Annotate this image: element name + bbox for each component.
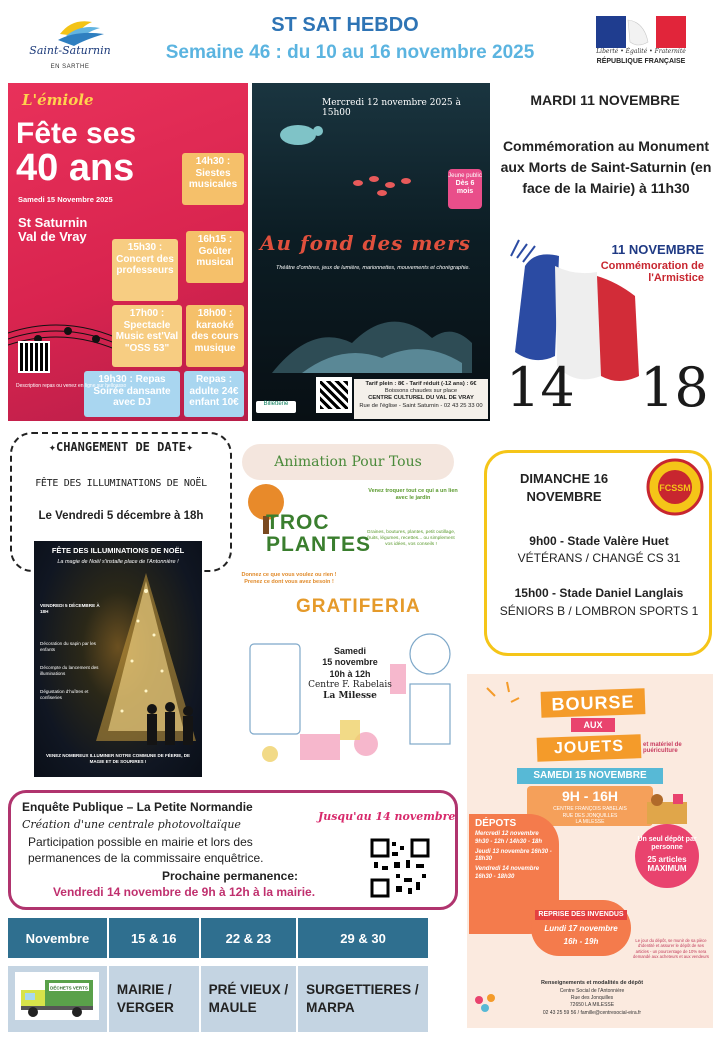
troc-title-1: TROC	[266, 511, 330, 534]
logo-name: Saint-Saturnin	[29, 44, 111, 57]
bourse-note: Le jour du dépôt, se munir de sa pièce d'identité et assurer le dépôt de ses articles - un pourcentage de 10% sera demandé aux acheteurs et aux vendeurs	[633, 938, 709, 960]
bourse-addr-3: LA MILESSE	[575, 819, 605, 825]
mers-qr-code	[316, 377, 352, 413]
collecte-cell-1: MAIRIE / VERGER	[108, 962, 200, 1032]
bourse-foot-4: 72650 LA MILESSE	[569, 1002, 615, 1009]
bourse-dep-2: Jeudi 13 novembre 16h30 - 18h30	[475, 848, 552, 863]
bourse-one-2: 25 articles MAXIMUM	[647, 854, 687, 874]
emiole-tiny-text: Description repas ou venez en ligne sur helloasso	[16, 383, 127, 389]
football-day: DIMANCHE 16 NOVEMBRE	[519, 471, 609, 505]
emiole-headline-2: 40 ans	[16, 147, 135, 189]
emiole-qr-code	[18, 341, 50, 373]
bourse-aux-jouets-poster	[467, 674, 713, 1028]
troc-anim: Animation Pour Tous	[274, 454, 422, 470]
bourse-word-2: AUX	[571, 718, 615, 732]
bourse-word-1: BOURSE	[541, 688, 646, 718]
bourse-rep-title: REPRISE DES INVENDUS	[535, 910, 626, 920]
page-subtitle: Semaine 46 : du 10 au 16 novembre 2025	[165, 42, 535, 63]
football-match-2-place: 15h00 - Stade Daniel Langlais	[514, 586, 684, 600]
troc-title-2: PLANTES	[266, 533, 372, 557]
bourse-one-deposit	[635, 824, 699, 888]
emiole-brand: L'émiole	[22, 91, 94, 109]
mers-info-1: Tarif plein : 8€ - Tarif réduit (-12 ans) : 6€	[365, 381, 477, 387]
enquete-until: Jusqu'au 14 novembre	[318, 810, 456, 823]
football-match-1-place: 9h00 - Stade Valère Huet	[529, 534, 669, 548]
enquete-qr-code	[370, 838, 430, 898]
collecte-header-2: 22 & 23	[200, 918, 298, 962]
noel-sub: La magie de Noël s'installe place de l'Antonnière !	[57, 559, 179, 565]
bourse-foot-2: Centre Social de l'Antonnière	[559, 987, 625, 994]
rf-motto: Liberté • Égalité • Fraternité	[596, 48, 686, 55]
fish-icon	[348, 171, 428, 201]
collecte-cell-3: SURGETTIERES / MARPA	[297, 962, 429, 1032]
emiole-card-4: 17h00 : Spectacle Music est'Val "OSS 53"	[112, 305, 182, 367]
mers-badge-2: Dès 6 mois	[455, 179, 475, 195]
enquete-title: Enquête Publique – La Petite Normandie	[22, 800, 253, 814]
troc-card-4: Centre F. Rabelais	[308, 679, 392, 690]
troc-right-2: Graines, boutures, plantes, petit outillage, fruits, légumes, recettes... ou simplement vos idées, vos conseils !	[366, 530, 456, 548]
turtle-icon	[268, 113, 328, 153]
troc-plantes-poster	[236, 440, 460, 770]
bourse-dep-1: Mercredi 12 novembre 9h30 - 12h / 14h30 - 18h	[475, 831, 543, 845]
collecte-table	[8, 918, 430, 1032]
mers-info	[354, 379, 488, 419]
troc-card-3: 10h à 12h	[329, 668, 371, 679]
enquete-permanence: Prochaine permanence:	[161, 869, 299, 883]
mers-info-2: Boissons chaudes sur place	[384, 388, 458, 395]
mers-description: Théâtre d'ombres, jeux de lumière, marionnettes, mouvements et chorégraphie.	[276, 265, 470, 271]
emiole-card-1: 14h30 : Siestes musicales	[182, 153, 244, 205]
noel-title: FÊTE DES ILLUMINATIONS DE NOËL	[51, 546, 185, 555]
armistice-year-1: 14	[506, 356, 575, 419]
noel-line-2: Décoration du sapin par les enfants	[40, 641, 96, 652]
enquete-para-2: permanences de la commissaire enquêtrice.	[28, 851, 264, 866]
mers-badge-1: Jeune public	[448, 173, 482, 179]
troc-card-1: Samedi	[333, 646, 366, 656]
emiole-headline	[16, 119, 136, 187]
collecte-cell-2: PRÉ VIEUX / MAULE	[200, 962, 298, 1032]
bourse-reprise	[531, 900, 631, 956]
changement-fete: FÊTE DES ILLUMINATIONS DE NOËL	[35, 478, 207, 489]
emiole-town	[18, 216, 87, 245]
noel-line-4: Dégustation d'huîtres et confiseries	[40, 689, 89, 700]
mers-billetterie: Billetterie	[256, 401, 296, 413]
green-waste-truck-icon	[15, 972, 99, 1020]
troc-right-1: Venez troquer tout ce qui a un lien avec le jardin	[368, 488, 458, 502]
bourse-addr-1: CENTRE FRANÇOIS RABELAIS	[553, 806, 627, 812]
truck-label: DÉCHETS VERTS	[50, 985, 89, 991]
bourse-footer	[477, 980, 707, 1017]
mers-info-4: Rue de l'église - Saint Saturnin - 02 43 25 33 00	[359, 402, 483, 409]
troc-card-5: La Milesse	[323, 691, 377, 701]
collecte-header-0: Novembre	[8, 918, 108, 962]
bourse-word-3: JOUETS	[537, 734, 642, 762]
troc-info-card	[306, 636, 394, 714]
enquete-paragraph	[28, 834, 328, 866]
collecte-truck-cell	[8, 962, 108, 1032]
collecte-header-1: 15 & 16	[108, 918, 200, 962]
gratiferia-title: GRATIFERIA	[296, 596, 421, 617]
emiole-town-1: St Saturnin	[18, 215, 88, 230]
noel-line-1: VENDREDI 5 DÉCEMBRE À 18H	[40, 603, 100, 614]
bourse-dep-title: DÉPOTS	[475, 818, 517, 829]
toys-box-icon	[637, 792, 697, 826]
emiole-card-5: 18h00 : karaoké des cours musique	[186, 305, 244, 367]
bourse-date: SAMEDI 15 NOVEMBRE	[517, 768, 663, 784]
table-row	[8, 962, 429, 1032]
emiole-date: Samedi 15 Novembre 2025	[18, 195, 113, 204]
football-logo-text: FCSSM	[659, 483, 691, 493]
changement-date: Le Vendredi 5 décembre à 18h	[38, 510, 204, 522]
collecte-header-3: 29 & 30	[297, 918, 429, 962]
confetti-icon	[477, 678, 527, 728]
centre-social-logo	[469, 992, 503, 1018]
page-title: ST SAT HEBDO	[271, 14, 419, 36]
armistice-text: Commémoration au Monument aux Morts de Saint-Saturnin (en face de la Mairie) à 11h30	[500, 138, 712, 196]
people-silhouette-icon	[142, 701, 198, 745]
troc-title	[266, 512, 371, 556]
mers-info-3: CENTRE CULTUREL DU VAL DE VRAY	[368, 395, 474, 402]
emiole-card-6: 19h30 : Repas Soirée dansante avec DJ	[84, 371, 180, 417]
armistice-year-2: 18	[640, 356, 709, 419]
bourse-word-4: et matériel de puériculture	[643, 742, 682, 754]
football-match-1-teams: VÉTÉRANS / CHANGÉ CS 31	[517, 551, 681, 565]
noel-footer: VENEZ NOMBREUX ILLUMINER NOTRE COMMUNE DE FÉERIE, DE MAGIE ET DE SOURIRES !	[45, 753, 190, 764]
troc-give: Donnez ce que vous voulez ou rien ! Prenez ce dont vous avez besoin !	[241, 572, 337, 586]
football-match-2-teams: SÉNIORS B / LOMBRON SPORTS 1	[499, 604, 699, 618]
rf-name: RÉPUBLIQUE FRANÇAISE	[596, 58, 686, 65]
bourse-dep-3: Vendredi 14 novembre 16h30 - 18h30	[475, 866, 540, 880]
emiole-poster	[8, 83, 248, 421]
bourse-foot-3: Rue des Jonquilles	[570, 995, 614, 1002]
enquete-date: Vendredi 14 novembre de 9h à 12h à la mairie.	[52, 885, 316, 899]
bourse-foot-1: Renseignements et modalités de dépôt	[540, 980, 644, 986]
stage-silhouette-icon	[272, 283, 472, 373]
bourse-hours: 9H - 16H	[561, 788, 619, 804]
bourse-one-1: Un seul dépôt par personne	[637, 836, 697, 852]
emiole-headline-1: Fête ses	[16, 117, 137, 150]
armistice-day: MARDI 11 NOVEMBRE	[530, 92, 680, 108]
mers-date: Mercredi 12 novembre 2025 à 15h00	[322, 98, 461, 118]
bourse-rep-2: 16h - 19h	[563, 937, 599, 946]
bourse-foot-5: 02 43 25 59 56 / famille@centresocial-eira.fr	[542, 1009, 642, 1016]
armistice-poster-sub: Commémoration de l'Armistice	[600, 260, 704, 285]
illuminations-poster	[34, 541, 202, 777]
enquete-para-1: Participation possible en mairie et lors des	[28, 835, 253, 849]
mers-badge	[448, 169, 482, 209]
troc-card-2: 15 novembre	[322, 657, 378, 668]
football-club-logo	[646, 458, 704, 516]
enquete-subtitle: Création d'une centrale photovoltaïque	[22, 818, 241, 831]
changement-title: ✦CHANGEMENT DE DATE✦	[48, 440, 194, 454]
emiole-card-7: Repas : adulte 24€ enfant 10€	[184, 371, 244, 417]
emiole-town-2: Val de Vray	[18, 229, 87, 245]
emiole-card-3: 15h30 : Concert des professeurs	[112, 239, 178, 301]
noel-line-3: Décompte du lancement des illuminations	[40, 665, 99, 676]
armistice-poster-title: 11 NOVEMBRE	[611, 242, 704, 257]
bourse-rep-1: Lundi 17 novembre	[544, 924, 618, 933]
collecte-header-row	[8, 918, 429, 962]
au-fond-des-mers-poster	[252, 83, 490, 421]
logo-sub: EN SARTHE	[50, 64, 90, 70]
mers-title: Au fond des mers	[260, 231, 472, 255]
emiole-card-2: 16h15 : Goûter musical	[186, 231, 244, 283]
bourse-addr-2: RUE DES JONQUILLES	[562, 812, 618, 819]
